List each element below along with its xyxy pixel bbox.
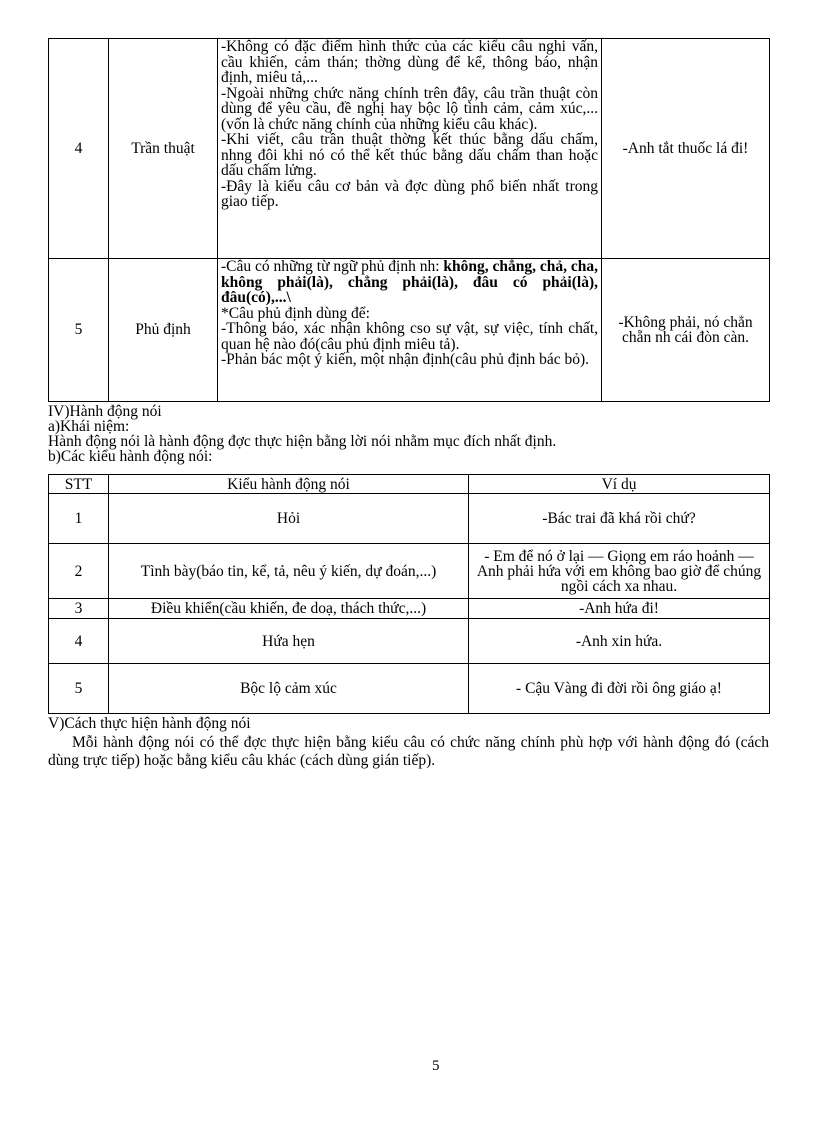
stt-cell: 4: [49, 619, 109, 664]
description-line: -Không có đặc điểm hình thức của các kiểu câu nghi vấn, cầu khiến, cảm thán; thờng dùng để kể, thông báo, nhận định, miêu tả,...: [221, 38, 598, 86]
table-row: [49, 599, 770, 619]
example-cell: -Anh hứa đi!: [469, 599, 770, 619]
description-lead: -Câu có những từ ngữ phủ định nh:: [221, 258, 444, 275]
description-line: -Khi viết, câu trần thuật thờng kết thúc bằng dấu chấm, nhng đôi khi nó có thể kết thúc bằng dấu chấm than hoặc dấu chấm lửng.: [221, 131, 598, 179]
negation-words: không, chẳng, chả, cha, không phải(là), chẳng phải(là), đâu có phải(là), đâu(có),...\: [221, 258, 598, 306]
speech-acts-table: [48, 474, 770, 714]
page-number: 5: [432, 1058, 440, 1074]
sentence-type-cell: Trần thuật: [109, 39, 218, 259]
description-line: *Câu phủ định dùng để:: [221, 304, 370, 322]
section-4b-subheading: b)Các kiểu hành động nói:: [48, 448, 213, 465]
section-5-heading: V)Cách thực hiện hành động nói: [48, 715, 251, 732]
table-row: [49, 619, 770, 664]
column-header: Kiểu hành động nói: [109, 475, 469, 494]
stt-cell: 4: [49, 39, 109, 259]
speech-act-type-cell: Tình bày(báo tin, kể, tả, nêu ý kiến, dự đoán,...): [109, 544, 469, 599]
example-cell: -Không phải, nó chẳn chẵn nh cái đòn càn.: [602, 259, 770, 402]
stt-cell: 1: [49, 494, 109, 544]
speech-act-type-cell: Hỏi: [109, 494, 469, 544]
stt-cell: 2: [49, 544, 109, 599]
description-cell: [218, 39, 602, 259]
section-4a-subheading: a)Khái niệm:: [48, 418, 130, 435]
section-5-body: Mỗi hành động nói có thể đợc thực hiện bằng kiểu câu có chức năng chính phù hợp với hành động đó (cách dùng trực tiếp) hoặc bằng kiểu câu khác (cách dùng gián tiếp).: [48, 734, 769, 769]
description-line: -Phản bác một ý kiến, một nhận định(câu phủ định bác bỏ).: [221, 351, 590, 368]
table-row: [49, 664, 770, 714]
example-cell: - Cậu Vàng đi đời rồi ông giáo ạ!: [469, 664, 770, 714]
column-header: Ví dụ: [469, 475, 770, 494]
description-line: -Ngoài những chức năng chính trên đây, câu trần thuật còn dùng để yêu cầu, đề nghị hay bộc lộ tình cảm, cảm xúc,... (vốn là chức năng chính của những kiểu câu khác).: [221, 84, 598, 133]
table-row: [49, 544, 770, 599]
example-cell: -Bác trai đã khá rồi chứ?: [469, 494, 770, 544]
stt-cell: 5: [49, 664, 109, 714]
description-line: -Đây là kiểu câu cơ bản và đợc dùng phổ biến nhất trong giao tiếp.: [221, 177, 598, 210]
table-header-row: [49, 475, 770, 494]
speech-act-type-cell: Bộc lộ cảm xúc: [109, 664, 469, 714]
section-4-heading: IV)Hành động nói: [48, 403, 162, 420]
description-line: [221, 259, 598, 306]
sentence-types-table: [48, 38, 770, 402]
description-line: -Thông báo, xác nhận không cso sự vật, sự việc, tính chất, quan hệ nào đó(câu phủ định miêu tả).: [221, 320, 598, 353]
example-cell: - Em để nó ở lại — Giọng em ráo hoảnh — Anh phải hứa với em không bao giờ để chúng ngồi cách xa nhau.: [469, 544, 770, 599]
example-cell: -Anh tắt thuốc lá đi!: [602, 39, 770, 259]
description-cell: [218, 259, 602, 402]
table-row: [49, 39, 770, 259]
column-header: STT: [49, 475, 109, 494]
speech-act-type-cell: Hứa hẹn: [109, 619, 469, 664]
example-cell: -Anh xin hứa.: [469, 619, 770, 664]
table-row: [49, 494, 770, 544]
stt-cell: 5: [49, 259, 109, 402]
speech-act-type-cell: Điều khiển(cầu khiến, đe doạ, thách thức,...): [109, 599, 469, 619]
table-row: [49, 259, 770, 402]
stt-cell: 3: [49, 599, 109, 619]
sentence-type-cell: Phủ định: [109, 259, 218, 402]
section-4a-definition: Hành động nói là hành động đợc thực hiện bằng lời nói nhằm mục đích nhất định.: [48, 433, 557, 450]
